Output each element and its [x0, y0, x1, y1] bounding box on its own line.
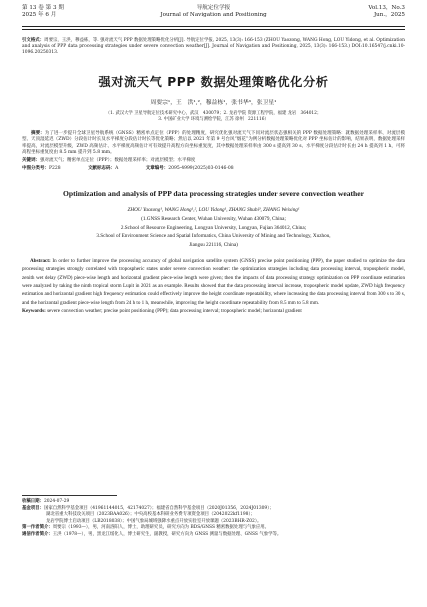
keywords-en [22, 307, 405, 315]
received-value: 2024-07-29 [43, 499, 70, 504]
keywords-label-cn: 关键词： [22, 157, 40, 163]
affiliations-en [22, 215, 405, 249]
corresponding-author-label: 通信作者简介： [22, 531, 53, 537]
author-list-en: ZHOU Yaozong¹, WANG Hong¹,², LOU Yidong¹, ZHANG Shubi³, ZHANG Weixing¹ [127, 207, 300, 214]
keywords-text-cn: 强对流天气；精密单点定位（PPP）；数据处理采样率；对流层模型；水平梯度 [40, 157, 196, 163]
footnotes [22, 495, 405, 538]
affiliation-line: (1.GNSS Research Center, Wuhan University, Wuhan 430079, China; [141, 216, 286, 223]
funding-line: 国家自然科学基金项目（41961144015，42174027）；福建省自然科学基金项目（2020J01356，2024J01309）； [43, 505, 274, 511]
corresponding-author-text: 王洪（1978—），男，黑龙江绥化人，博士研究生，副教授，研究方向为 GNSS 测量与数据处理、GNSS 气象学等。 [52, 531, 282, 537]
running-header [22, 4, 405, 26]
journal-name-cn: 导航定位学报 [196, 5, 231, 11]
journal-name [22, 5, 405, 19]
clc-number [22, 166, 61, 173]
corresponding-author-bio [22, 532, 405, 539]
journal-name-en: Journal of Navigation and Positioning [160, 12, 267, 18]
abstract-text-cn: 为了进一步提升全球卫星导航系统（GNSS）精密单点定位（PPP）的处理精度，研究优化强对流天气下同对流层状态强相关的 PPP 数据处理策略：就数据处理采样率、对流层模型、天顶湿延迟（ZWD）分段估计时长及水平梯度分段估计时长等优化策略；然后以 2021 年第 9 号台风“烟花”为例分析数据处理策略优化对 PPP 坐标估计的影响，结果表明，数据处理采样率提高，对流层模型升级，ZWD 高频估计、水平梯度高频估计可有效提升高程方向坐标重复度，其中数据处理采样率由 300 s 提高到 30 s、水平梯度分段估计时长由 24 h 提高到 1 h，可将高程坐标重复度由 8.5 mm 提升到 5.8 mm。 [22, 130, 406, 156]
affiliation-line: 3. 中国矿业大学 环境与测绘学院，江苏 徐州 221116） [158, 117, 269, 123]
affiliation-line: 2.School of Resource Engineering, Longyan University, Longyan, Fujian 364012, China; [120, 224, 307, 231]
article-title-en: Optimization and analysis of PPP data processing strategies under severe convection weather [63, 189, 364, 199]
affiliation-line: （1. 武汉大学 卫星导航定位技术研究中心，武汉 430079；2. 龙岩学院 资源工程学院，福建 龙岩 364012； [105, 110, 322, 116]
funding-line: 龙岩学院博士启动项目（LB2018038）；中国气象局城域强降水重点开放实验室开放课题（2023BHR-Z02）。 [46, 518, 262, 524]
classification-row [22, 166, 405, 173]
funding-label: 基金项目： [22, 505, 44, 511]
author-list-cn: 周要宗¹，王 洪¹,²，穆益栋¹，张书华³，张卫星¹ [150, 99, 277, 106]
document-code [88, 166, 118, 173]
abstract-text-en: In order to further improve the processing accuracy of global navigation satellite system (GNSS) precise point positioning (PPP), the paper studied to optimize the data processing strategies strongly correlated with tropospheric states under severe convection weather: the optimization strategies including data processing interval, tropospheric model, zenith wet delay (ZWD) piece-wise length and horizontal gradient piece-wise length were given; then the impacts of data processing strategy optimization on PPP coordinate estimation were analyzed by taking the ninth tropical storm Lupit in 2021 as an example. Results showed that the data processing interval increase, tropospheric model update, ZWD high frequency estimation and horizontal gradient high frequency estimation could effectively improve the height coordinate repeatability, where increasing the data processing interval from 300 s to 30 s, and the horizontal gradient piece-wise length from 24 h to 1 h, meanwhile, improving the height coordinate repeatability from 8.5 mm to 5.8 mm. [22, 258, 405, 306]
article-number-label: 文章编号： [145, 165, 169, 171]
volume-issue-en [368, 5, 405, 19]
received-label: 收稿日期： [22, 499, 44, 504]
funding-line: 湖北省重大科技攻关项目（2023BAA026）；中央高校基本科研业务费专项资金项目（2042022kf1198）； [46, 512, 256, 517]
abstract-cn [22, 131, 405, 157]
abstract-en [22, 257, 405, 307]
first-author-text: 周要宗（1993—），男，河南洛阳人，博士，助理研究员，研究方向为 BDS/GNSS 精密数据处理与气象应用。 [52, 525, 270, 530]
keywords-label-en: Keywords: [22, 307, 46, 314]
footnote-rule [22, 495, 117, 496]
citation-format [22, 38, 405, 57]
header-rule [22, 26, 405, 30]
abstract-label-cn: 摘要： [31, 130, 45, 136]
clc-value: P228 [49, 165, 61, 171]
article-number-value: 2095-4999(2025)03-0146-08 [168, 165, 234, 171]
keywords-text-en: severe convection weather; precise point positioning (PPP); data processing interval; tropospheric model; horizontal gradient [47, 307, 302, 314]
issue-date-line: 2025 年 6 月 [22, 12, 57, 18]
volume-issue-line: 第 13 卷 第 3 期 [22, 5, 64, 11]
citation-label: 引文格式： [22, 37, 45, 43]
document-code-value: A [115, 165, 119, 171]
keywords-cn [22, 158, 405, 165]
abstract-label-en: Abstract: [30, 258, 51, 265]
affiliation-line: Jiangsu 221116, China) [189, 241, 238, 248]
issue-date-en: Jun.，2025 [373, 12, 405, 18]
first-author-label: 第一作者简介： [22, 525, 53, 530]
affiliation-line: 3.School of Environment Science and Spatial Informatics, China University of Mining and Technology, Xuzhou, [96, 233, 331, 240]
document-code-label: 文献标志码： [88, 165, 116, 171]
article-title-cn: 强对流天气 PPP 数据处理策略优化分析 [98, 74, 329, 89]
affiliations-cn [22, 111, 405, 124]
journal-page [0, 4, 427, 607]
clc-label: 中图分类号： [22, 165, 49, 171]
article-number [146, 166, 234, 173]
volume-number-en: Vol.13，No.3 [368, 5, 405, 11]
citation-text: 周要宗，王洪，穆益栋，等. 强对流天气 PPP 数据处理策略优化分析[J]. 导航定位学报, 2025, 13(3): 166-153 (ZHOU Yaozong, WANG Hong, LOU Yidong, et al. Optimization and analysis of PPP data processing strategies under severe convection weather[J]. Journal of Navigation and Positioning, 2025, 13(3): 166-153.) DOI:10.16547/j.cnki.10-1096.20250313. [22, 37, 405, 56]
